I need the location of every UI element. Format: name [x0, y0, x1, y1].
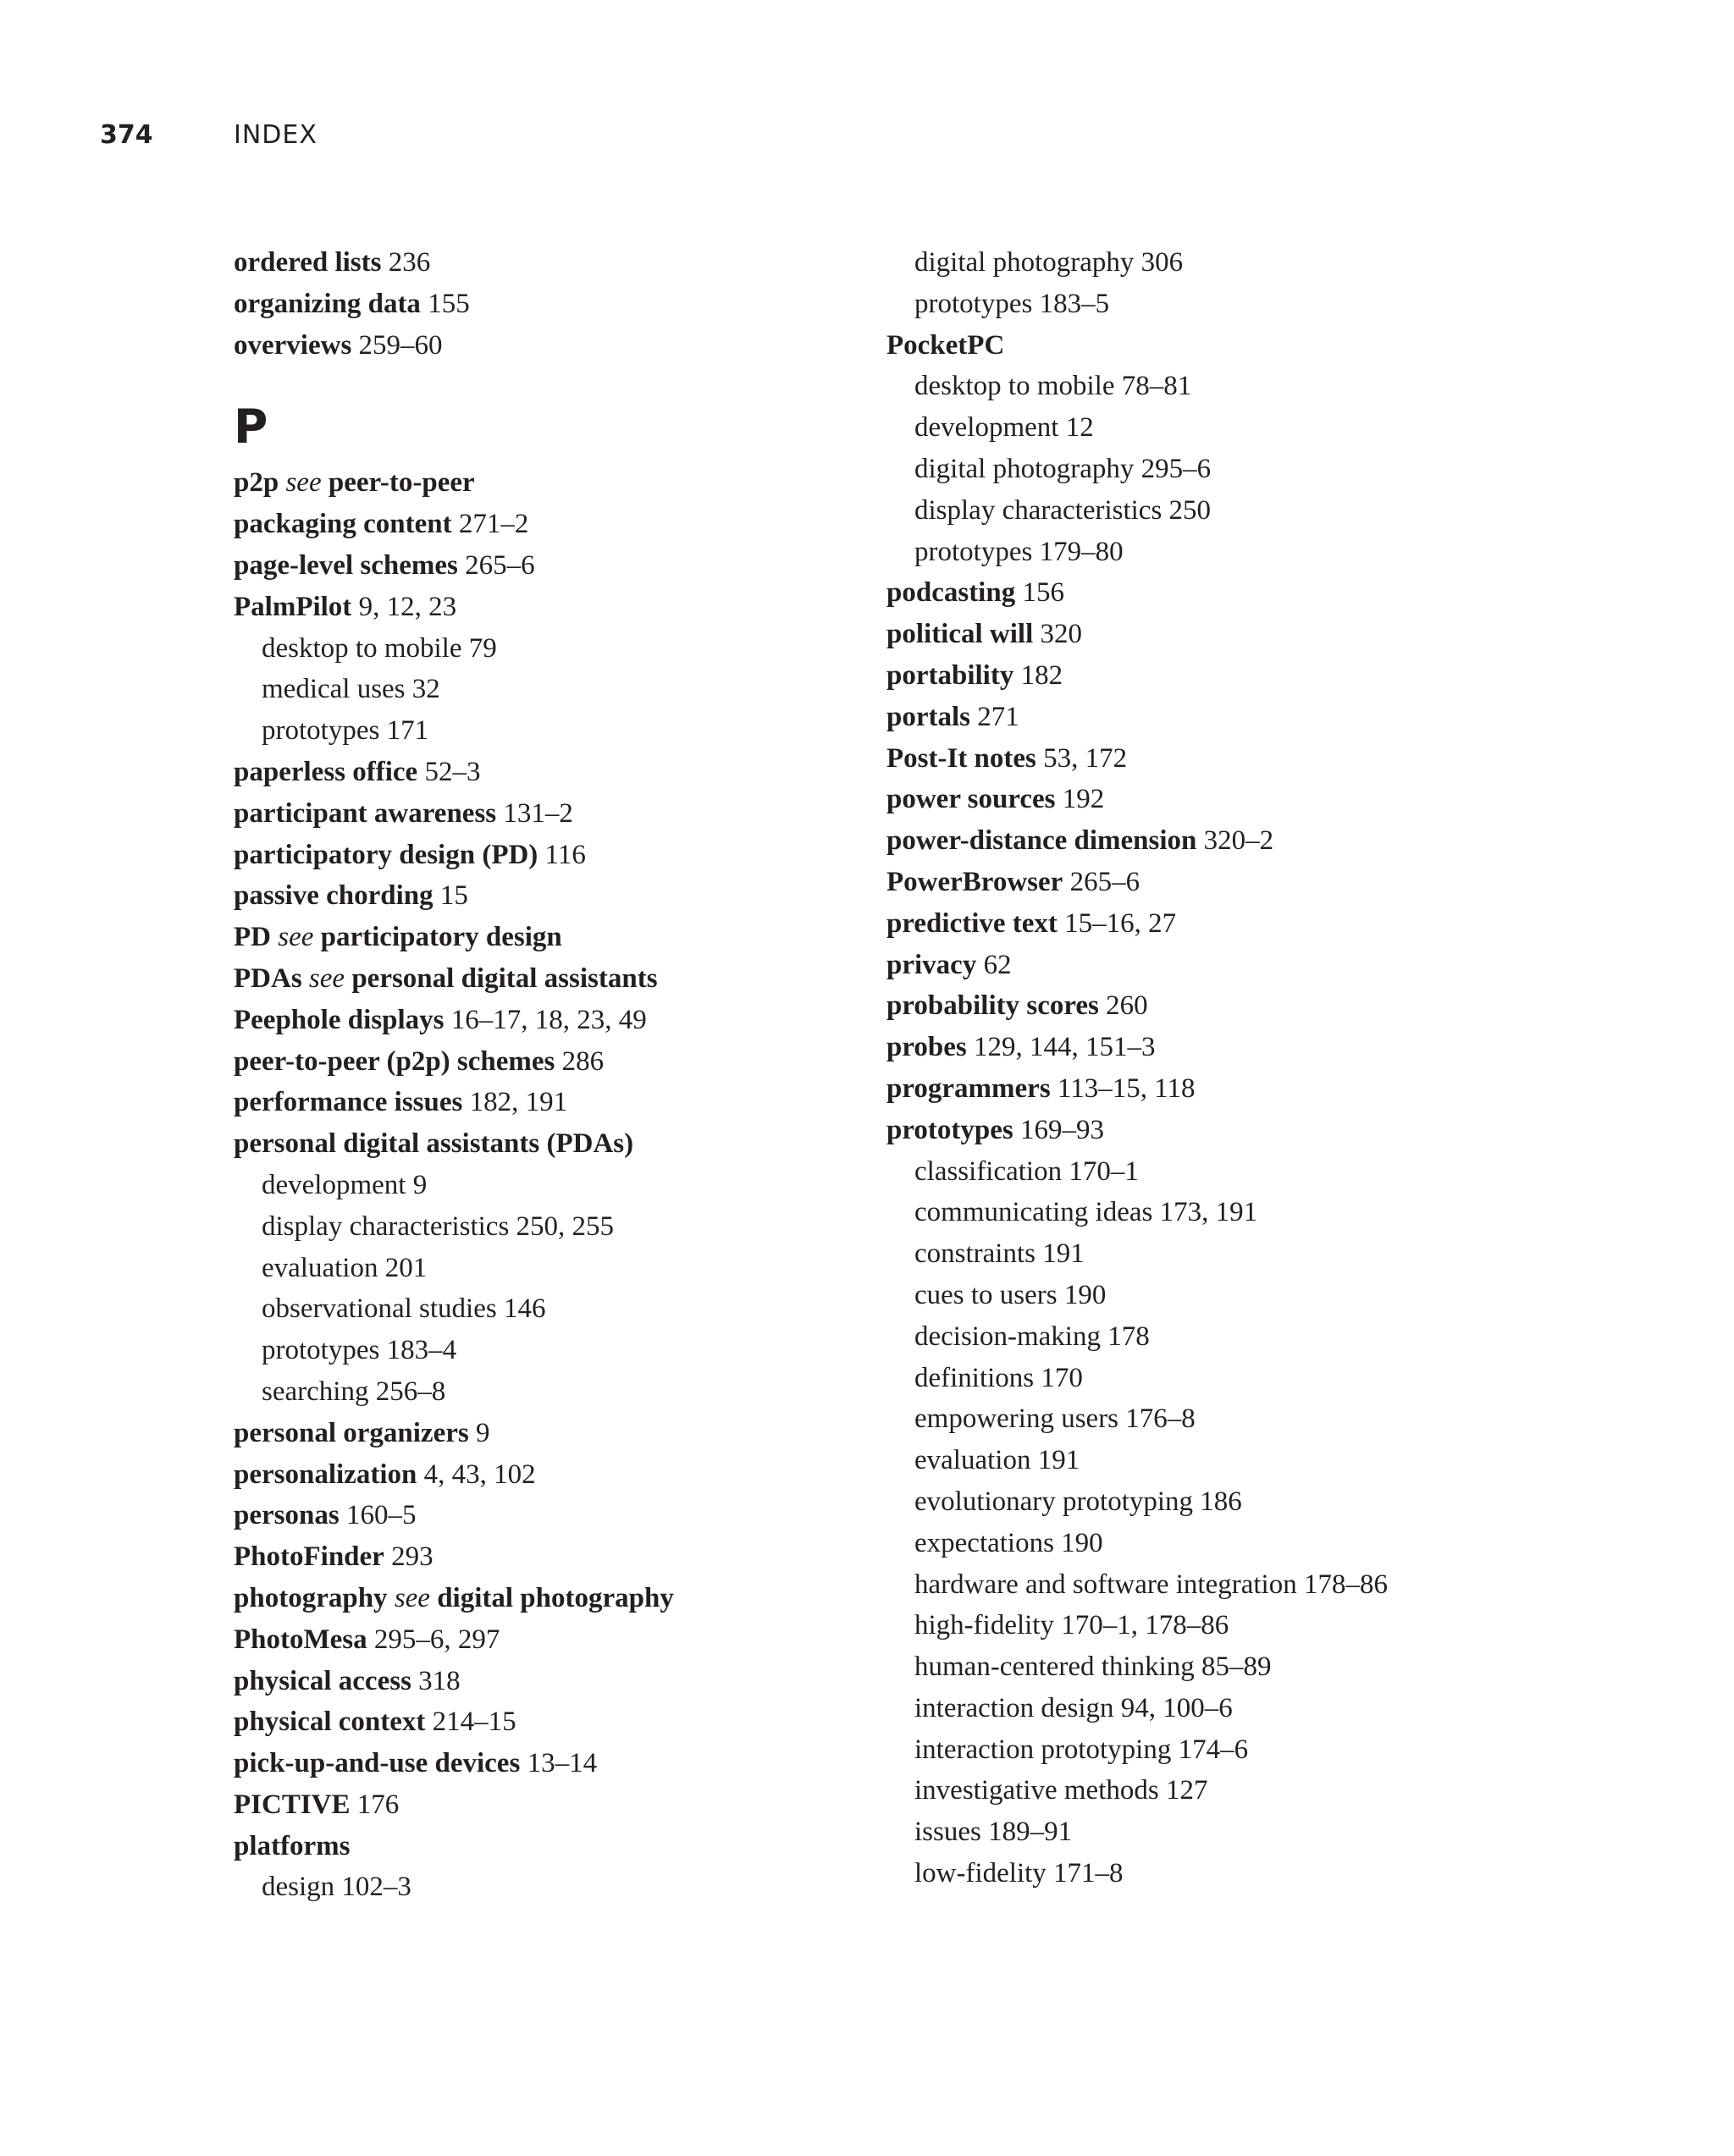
index-term: PICTIVE — [234, 1789, 351, 1820]
index-term: PhotoMesa — [234, 1624, 367, 1655]
page-references: 271–2 — [458, 509, 529, 540]
index-entry — [234, 587, 860, 628]
page-references: 15 — [439, 880, 468, 912]
index-subentry: definitions 170 — [914, 1362, 1083, 1393]
index-term: participatory design (PD) — [234, 839, 538, 870]
page-references: 4, 43, 102 — [423, 1458, 536, 1490]
index-entry — [234, 1619, 860, 1661]
index-term: programmers — [886, 1072, 1051, 1104]
index-term: personal organizers — [234, 1417, 469, 1448]
index-subentry: communicating ideas 173, 191 — [914, 1197, 1258, 1228]
index-term: portability — [886, 659, 1014, 691]
index-term: p2p — [234, 467, 279, 499]
index-entry — [234, 1536, 860, 1578]
index-entry — [886, 572, 1615, 614]
see-target: peer-to-peer — [328, 467, 475, 499]
page-references: 286 — [561, 1045, 605, 1077]
index-term: passive chording — [234, 880, 434, 912]
page-references: 156 — [1022, 577, 1064, 609]
index-entry — [234, 1701, 860, 1743]
index-term: platforms — [234, 1830, 351, 1861]
page-references: 318 — [418, 1665, 461, 1696]
index-subentry: display characteristics 250 — [914, 494, 1212, 526]
index-entry — [886, 903, 1615, 945]
page-references: 192 — [1062, 784, 1105, 815]
index-subentry: expectations 190 — [914, 1527, 1103, 1558]
index-term: physical access — [234, 1665, 411, 1696]
index-entry — [886, 1068, 1615, 1110]
index-term: power sources — [886, 784, 1056, 815]
index-subentry: decision-making 178 — [914, 1321, 1150, 1352]
index-column-right — [886, 242, 1615, 1894]
index-subentry: high-fidelity 170–1, 178–86 — [914, 1610, 1229, 1641]
index-subentry: prototypes 179–80 — [914, 536, 1124, 567]
index-entry — [234, 325, 860, 367]
index-entry — [234, 242, 860, 284]
index-entry — [886, 738, 1615, 780]
page-references: 293 — [391, 1541, 434, 1573]
page-references: 271 — [977, 701, 1019, 732]
page-references: 129, 144, 151–3 — [974, 1032, 1156, 1063]
index-entry — [234, 1826, 860, 1867]
page-references: 160–5 — [345, 1500, 417, 1531]
page-references: 9, 12, 23 — [358, 591, 457, 622]
index-subentry: prototypes 183–5 — [914, 288, 1110, 319]
index-subentry: medical uses 32 — [262, 674, 440, 705]
index-entry — [234, 793, 860, 835]
page-references: 113–15, 118 — [1057, 1072, 1196, 1104]
index-entry — [886, 985, 1615, 1027]
index-entry — [234, 1784, 860, 1826]
index-entry — [234, 284, 860, 325]
index-entry — [234, 1000, 860, 1041]
page-references: 53, 172 — [1043, 742, 1128, 774]
index-subentry: digital photography 295–6 — [914, 453, 1212, 484]
index-term: paperless office — [234, 756, 418, 787]
index-subentry: display characteristics 250, 255 — [262, 1210, 615, 1242]
page-references: 182, 191 — [469, 1087, 568, 1118]
index-term: PD — [234, 922, 271, 953]
page-references: 13–14 — [527, 1748, 598, 1779]
index-entry — [886, 697, 1615, 738]
page-references: 236 — [388, 247, 431, 278]
index-term: PocketPC — [886, 329, 1005, 361]
index-subentry: investigative methods 127 — [914, 1775, 1208, 1806]
index-entry — [234, 835, 860, 876]
page-references: 169–93 — [1019, 1114, 1104, 1145]
index-term: predictive text — [886, 907, 1058, 939]
index-entry — [886, 820, 1615, 862]
index-term: personal digital assistants (PDAs) — [234, 1128, 634, 1160]
index-term: page-level schemes — [234, 549, 458, 581]
index-term: participant awareness — [234, 797, 497, 829]
index-subentry: hardware and software integration 178–86 — [914, 1569, 1388, 1600]
index-entry — [886, 1110, 1615, 1151]
index-entry — [234, 504, 860, 545]
see-target: personal digital assistants — [351, 962, 658, 994]
index-entry — [234, 1123, 860, 1165]
index-term: PDAs — [234, 962, 302, 994]
index-entry — [234, 1454, 860, 1496]
index-subentry: prototypes 171 — [262, 715, 429, 747]
page-references: 155 — [428, 288, 470, 319]
index-term: performance issues — [234, 1087, 463, 1118]
index-entry — [234, 1041, 860, 1083]
index-term: packaging content — [234, 509, 452, 540]
index-subentry: desktop to mobile 79 — [262, 632, 497, 664]
see-label: see — [278, 922, 314, 953]
index-term: peer-to-peer (p2p) schemes — [234, 1045, 555, 1077]
page-references: 320 — [1040, 619, 1082, 650]
index-subentry: constraints 191 — [914, 1238, 1085, 1270]
page-references: 265–6 — [465, 549, 535, 581]
index-entry — [886, 862, 1615, 903]
index-entry — [234, 875, 860, 917]
index-subentry: searching 256–8 — [262, 1376, 446, 1407]
index-subentry: development 9 — [262, 1169, 428, 1200]
index-subentry: digital photography 306 — [914, 247, 1184, 278]
index-entry — [234, 545, 860, 587]
index-term: overviews — [234, 329, 352, 361]
index-entry — [886, 655, 1615, 697]
index-column-left — [234, 242, 860, 1908]
index-subentry: interaction prototyping 174–6 — [914, 1734, 1249, 1765]
index-entry — [886, 325, 1615, 367]
index-term: privacy — [886, 949, 977, 980]
page-references: 16–17, 18, 23, 49 — [450, 1004, 647, 1035]
page-number: 374 — [100, 120, 153, 150]
page-references: 320–2 — [1203, 825, 1274, 857]
page-references: 176 — [356, 1789, 400, 1820]
index-subentry: human-centered thinking 85–89 — [914, 1651, 1272, 1683]
page-references: 214–15 — [432, 1707, 516, 1738]
page-references: 15–16, 27 — [1064, 907, 1177, 939]
page-references: 182 — [1020, 659, 1063, 691]
index-term: podcasting — [886, 577, 1016, 609]
index-subentry: interaction design 94, 100–6 — [914, 1692, 1233, 1723]
index-subentry: prototypes 183–4 — [262, 1335, 457, 1366]
index-subentry: issues 189–91 — [914, 1817, 1073, 1848]
index-subentry: observational studies 146 — [262, 1293, 546, 1325]
page-references: 62 — [983, 949, 1012, 980]
page-references: 259–60 — [358, 329, 443, 361]
index-cross-reference — [234, 958, 860, 1000]
index-subentry: evaluation 201 — [262, 1252, 428, 1283]
index-term: PowerBrowser — [886, 866, 1063, 897]
page-references: 295–6, 297 — [373, 1624, 500, 1655]
index-entry — [234, 1495, 860, 1536]
index-entry — [234, 1661, 860, 1702]
index-cross-reference — [234, 1578, 860, 1619]
index-term: photography — [234, 1582, 388, 1613]
index-entry — [886, 614, 1615, 655]
index-term: prototypes — [886, 1114, 1013, 1145]
index-entry — [886, 1027, 1615, 1068]
page-references: 52–3 — [424, 756, 481, 787]
index-cross-reference — [234, 917, 860, 958]
index-subentry: design 102–3 — [262, 1872, 411, 1903]
page-references: 116 — [544, 839, 586, 870]
index-subentry: desktop to mobile 78–81 — [914, 371, 1192, 402]
page-references: 9 — [475, 1417, 490, 1448]
index-term: Post-It notes — [886, 742, 1036, 774]
see-target: digital photography — [437, 1582, 674, 1613]
index-term: power-distance dimension — [886, 825, 1197, 857]
index-entry — [234, 1743, 860, 1784]
index-entry — [886, 779, 1615, 820]
index-subentry: low-fidelity 171–8 — [914, 1858, 1124, 1889]
index-subentry: evolutionary prototyping 186 — [914, 1486, 1242, 1517]
index-term: physical context — [234, 1707, 426, 1738]
see-label: see — [308, 962, 345, 994]
index-term: personalization — [234, 1458, 417, 1490]
index-subentry: development 12 — [914, 412, 1094, 444]
index-entry — [886, 945, 1615, 986]
index-entry — [234, 752, 860, 793]
index-subentry: cues to users 190 — [914, 1279, 1107, 1310]
index-term: personas — [234, 1500, 340, 1531]
index-term: organizing data — [234, 288, 421, 319]
index-subentry: empowering users 176–8 — [914, 1403, 1196, 1435]
index-term: political will — [886, 619, 1034, 650]
section-letter: P — [234, 400, 268, 455]
index-term: probes — [886, 1032, 967, 1063]
page-references: 260 — [1106, 990, 1148, 1022]
index-term: PhotoFinder — [234, 1541, 384, 1573]
index-entry — [234, 1413, 860, 1454]
page-references: 265–6 — [1069, 866, 1140, 897]
index-term: ordered lists — [234, 247, 382, 278]
running-head: INDEX — [234, 120, 318, 150]
index-term: pick-up-and-use devices — [234, 1748, 521, 1779]
see-label: see — [394, 1582, 430, 1613]
index-term: PalmPilot — [234, 591, 352, 622]
see-target: participatory design — [320, 922, 562, 953]
index-subentry: classification 170–1 — [914, 1155, 1139, 1187]
index-term: portals — [886, 701, 970, 732]
index-subentry: evaluation 191 — [914, 1445, 1080, 1476]
index-term: probability scores — [886, 990, 1099, 1022]
see-label: see — [285, 467, 322, 499]
index-entry — [234, 1082, 860, 1123]
index-term: Peephole displays — [234, 1004, 445, 1035]
page-references: 131–2 — [503, 797, 573, 829]
index-cross-reference — [234, 462, 860, 504]
